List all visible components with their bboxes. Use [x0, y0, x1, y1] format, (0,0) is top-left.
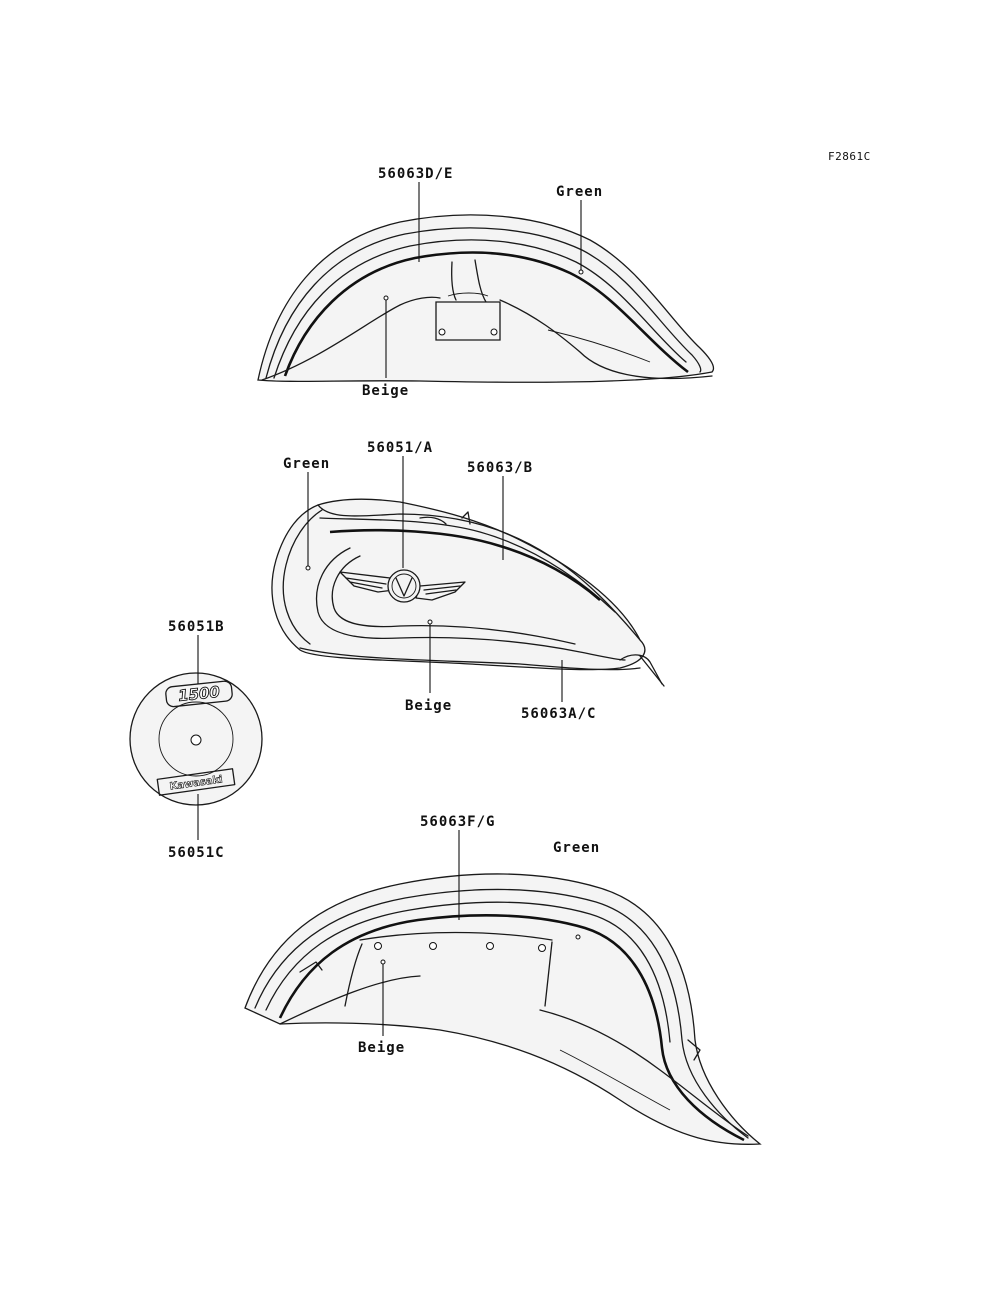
- emblem-bottom-part-label: 56051C: [168, 845, 225, 861]
- tank-beige-label: Beige: [405, 698, 453, 714]
- rear-fender-green-label: Green: [553, 840, 601, 856]
- badge-brand: Kawasaki: [169, 774, 224, 793]
- emblem-top-part-label: 56051B: [168, 619, 225, 635]
- fuel-tank: [272, 499, 664, 686]
- figure-code: F2861C: [828, 150, 871, 163]
- tank-emblem-part-label: 56051/A: [367, 440, 434, 456]
- rear-fender-beige-label: Beige: [358, 1040, 406, 1056]
- rear-fender-part-label: 56063F/G: [420, 814, 496, 830]
- badge-number: 1500: [177, 682, 221, 706]
- side-cover-emblem: [130, 673, 262, 805]
- rear-fender: [245, 874, 760, 1144]
- front-fender-green-label: Green: [556, 184, 604, 200]
- front-fender: [258, 215, 714, 382]
- tank-stripe-top-label: 56063/B: [467, 460, 534, 476]
- tank-stripe-bottom-label: 56063A/C: [521, 706, 597, 722]
- front-fender-beige-label: Beige: [362, 383, 410, 399]
- front-fender-part-label: 56063D/E: [378, 166, 454, 182]
- tank-green-label: Green: [283, 456, 331, 472]
